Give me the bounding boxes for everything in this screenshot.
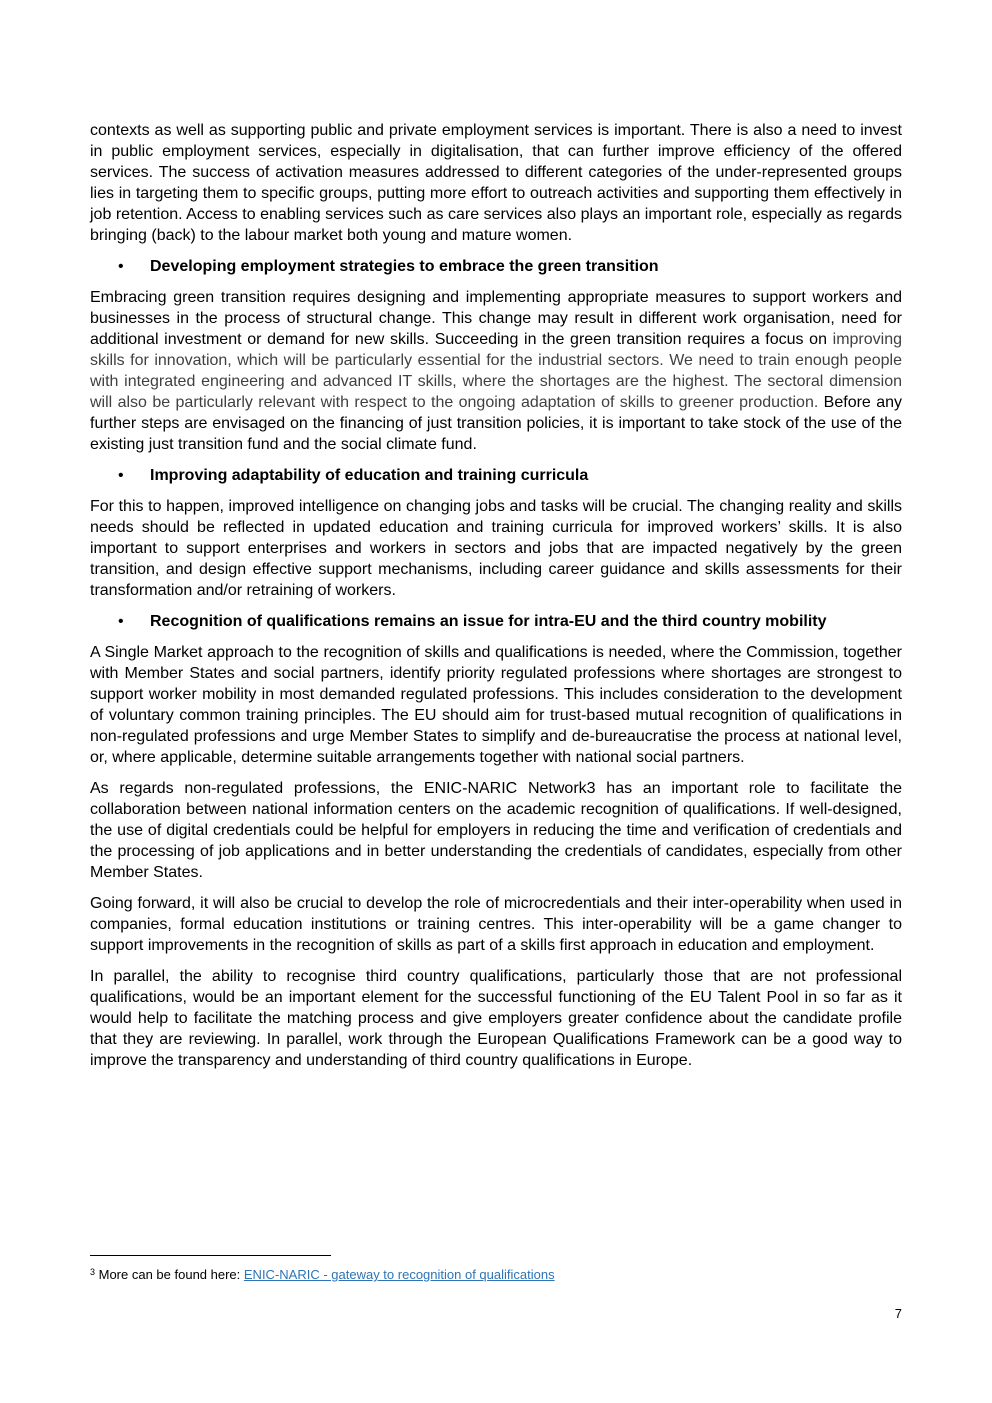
footnote-number: 3 xyxy=(90,1267,96,1277)
bullet-marker: • xyxy=(118,258,124,275)
paragraph-green-transition-start: Embracing green transition requires designing and implementing appropriate measures to support workers and businesses in the process of structural change. This change may result in different work organisation, need for additional investment or demand for new skills. Succeeding in the green transition requires a focus on xyxy=(90,289,902,348)
bullet-recognition-qualifications-heading xyxy=(90,611,902,632)
paragraph-green-transition xyxy=(90,287,902,455)
bullet-text: Improving adaptability of education and training curricula xyxy=(150,467,589,484)
paragraph-microcredentials: Going forward, it will also be crucial to develop the role of microcredentials and their inter-operability when used in companies, formal education institutions or training centres. This inter-operability will be a game changer to support improvements in the recognition of skills as part of a skills first approach in education and employment. xyxy=(90,895,902,954)
footnote-link[interactable]: ENIC-NARIC - gateway to recognition of qualifications xyxy=(243,1267,555,1282)
paragraph-education-curricula: For this to happen, improved intelligence on changing jobs and tasks will be crucial. The changing reality and skills needs should be reflected in updated education and training curricula for improved workers’ skills. It is also important to support enterprises and workers in sectors and jobs that are impacted negatively by the green transition, and design effective support mechanisms, including career guidance and skills assessments for their transformation and/or retraining of workers. xyxy=(90,498,902,599)
bullet-green-transition-heading xyxy=(90,256,902,277)
paragraph-green-transition-skills: improving skills for innovation, which will be particularly essential for the industrial sectors. We need to train enough people with integrated engineering and advanced IT skills, where the shortages are the highest. The sectoral dimension will also be particularly relevant with respect to the ongoing adaptation of skills to greener production. xyxy=(90,331,902,411)
bullet-education-curricula-heading xyxy=(90,465,902,486)
page-number: 7 xyxy=(894,1306,902,1321)
bullet-text: Recognition of qualifications remains an issue for intra-EU and the third country mobility xyxy=(150,613,827,630)
bullet-marker: • xyxy=(118,467,124,484)
paragraph-green-transition-end: Before any further steps are envisaged on the financing of just transition policies, it is important to take stock of the use of the existing just transition fund and the social climate fund. xyxy=(90,394,903,453)
bullet-text: Developing employment strategies to embrace the green transition xyxy=(150,258,659,275)
paragraph-single-market: A Single Market approach to the recognition of skills and qualifications is needed, where the Commission, together with Member States and social partners, identify priority regulated professions where shortages are strongest to support worker mobility in most demanded regulated professions. This includes consideration to the development of voluntary common training principles. The EU should aim for trust-based mutual recognition of qualifications in non-regulated professions and urge Member States to simplify and de-bureaucratise the process at national level, or, where applicable, determine suitable arrangements together with national social partners. xyxy=(90,644,902,766)
footnote xyxy=(90,1266,555,1283)
footnote-separator xyxy=(90,1255,331,1256)
document-body xyxy=(90,120,902,1081)
footnote-text: More can be found here: xyxy=(95,1267,244,1282)
paragraph-activation-measures: contexts as well as supporting public and private employment services is important. There is also a need to invest in public employment services, especially in digitalisation, that can further improve efficiency of the offered services. The success of activation measures addressed to different categories of the under-represented groups lies in targeting them to specific groups, putting more effort to outreach activities and supporting them effectively in job retention. Access to enabling services such as care services also plays an important role, especially as regards bringing (back) to the labour market both young and mature women. xyxy=(90,122,902,244)
paragraph-third-country: In parallel, the ability to recognise third country qualifications, particularly those that are not professional qualifications, would be an important element for the successful functioning of the EU Talent Pool in so far as it would help to facilitate the matching process and give employers greater confidence about the candidate profile that they are reviewing. In parallel, work through the European Qualifications Framework can be a good way to improve the transparency and understanding of third country qualifications in Europe. xyxy=(90,968,902,1069)
bullet-marker: • xyxy=(118,613,124,630)
paragraph-enic-naric: As regards non-regulated professions, the ENIC-NARIC Network3 has an important role to facilitate the collaboration between national information centers on the academic recognition of qualifications. If well-designed, the use of digital credentials could be helpful for employers in reducing the time and verification of credentials and the processing of job applications and in better understanding the credentials of candidates, especially from other Member States. xyxy=(90,780,902,881)
